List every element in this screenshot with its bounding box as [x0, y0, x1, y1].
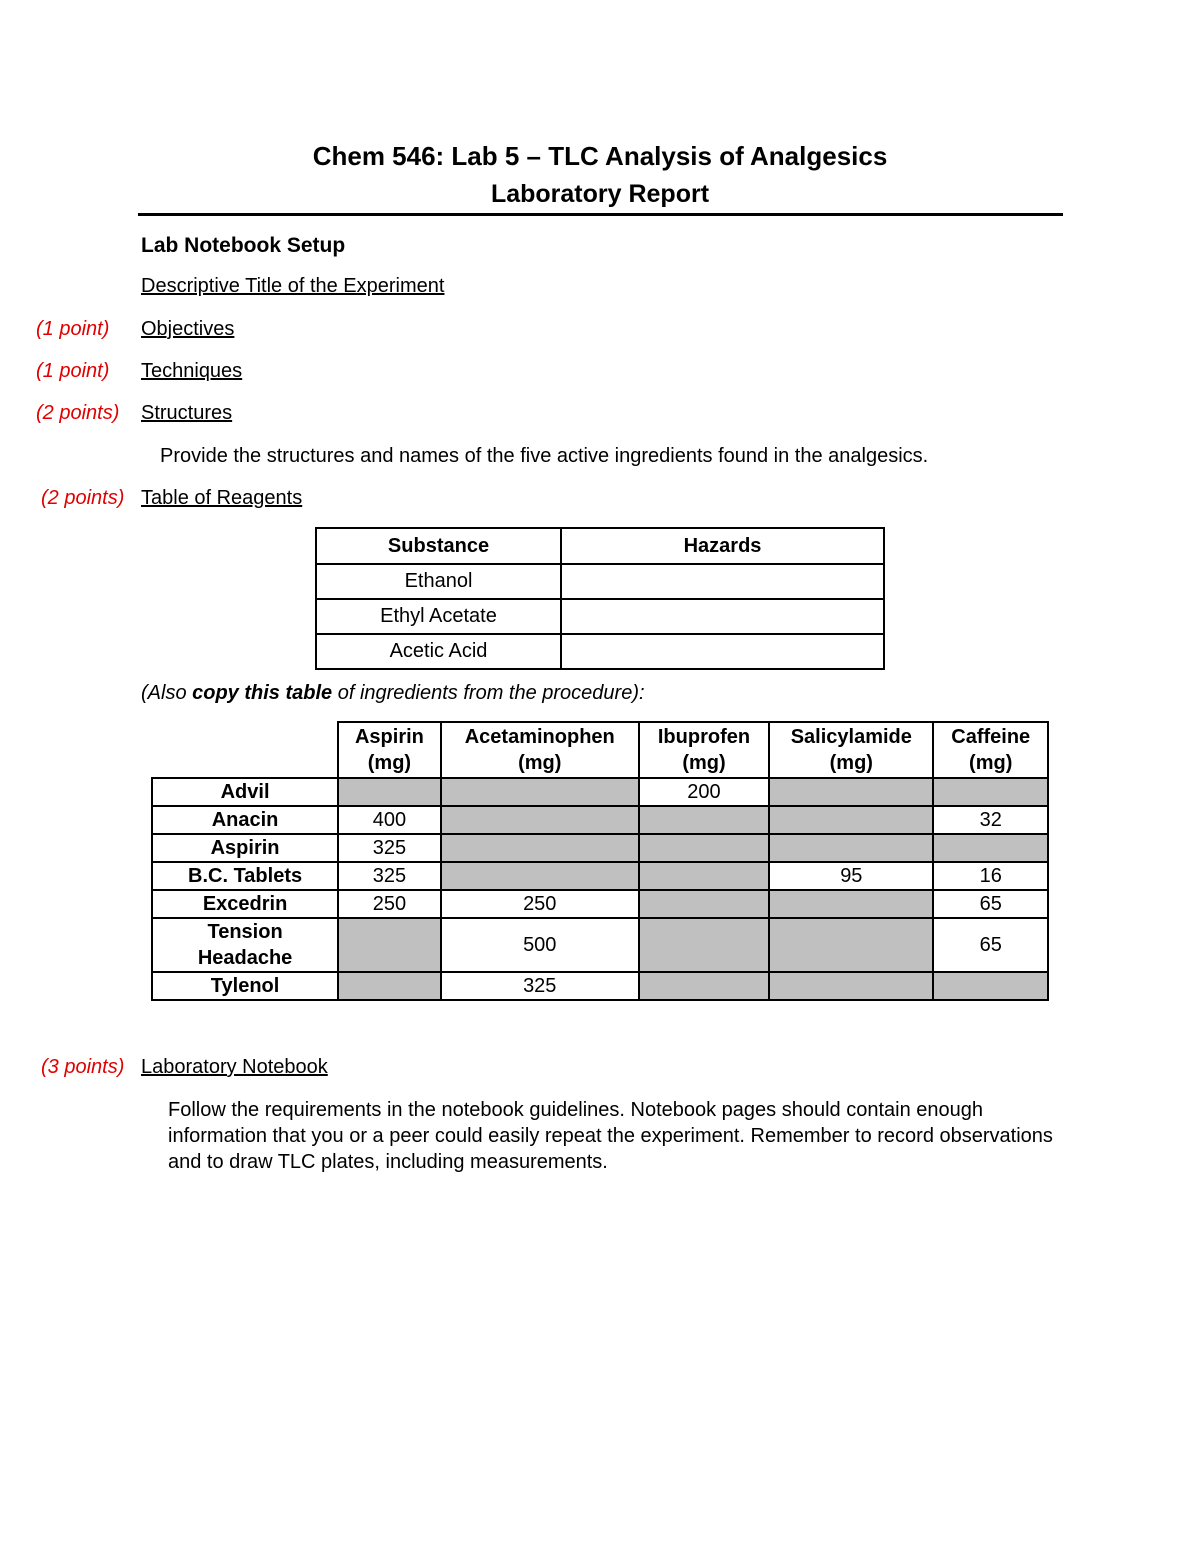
header-hazards: Hazards	[561, 528, 884, 564]
amount-cell: 200	[639, 778, 769, 806]
empty-cell	[769, 834, 933, 862]
document-subtitle: Laboratory Report	[490, 180, 710, 208]
product-name-text: Headache	[197, 947, 293, 969]
amount-cell: 325	[441, 972, 639, 1000]
empty-cell	[338, 972, 441, 1000]
header-text: Caffeine	[951, 726, 1031, 748]
item-title-label: Descriptive Title of the Experiment	[141, 275, 445, 297]
amount-cell: 65	[933, 918, 1048, 972]
product-name-text: Tension	[207, 921, 283, 943]
table-row	[152, 834, 1048, 862]
section-heading: Lab Notebook Setup	[141, 234, 346, 257]
table-row	[316, 564, 884, 599]
empty-cell	[639, 834, 769, 862]
amount-cell: 325	[338, 862, 441, 890]
empty-cell	[933, 778, 1048, 806]
empty-cell	[769, 806, 933, 834]
empty-cell	[639, 862, 769, 890]
empty-cell	[441, 834, 639, 862]
empty-cell	[933, 834, 1048, 862]
product-name-text: Anacin	[211, 809, 279, 831]
product-name-text: Excedrin	[202, 893, 288, 915]
reagents-points: (2 points)	[41, 487, 125, 509]
reagents-table	[315, 527, 885, 670]
empty-cell	[338, 778, 441, 806]
product-name	[152, 862, 338, 890]
header-text: Salicylamide	[790, 726, 912, 748]
header-ibuprofen	[639, 722, 769, 778]
header-text: (mg)	[969, 752, 1013, 774]
table-row	[152, 862, 1048, 890]
empty-cell	[769, 778, 933, 806]
header-blank	[152, 722, 338, 778]
product-name	[152, 834, 338, 862]
structures-label: Structures	[141, 402, 233, 424]
note-pre: (Also	[141, 682, 193, 704]
empty-cell	[769, 890, 933, 918]
objectives-points: (1 point)	[36, 318, 110, 340]
empty-cell	[639, 918, 769, 972]
copy-table-note	[141, 682, 645, 705]
structures-instructions: Provide the structures and names of the five active ingredients found in the analgesics.	[160, 445, 929, 467]
notebook-label: Laboratory Notebook	[141, 1056, 328, 1078]
header-text: Acetaminophen	[464, 726, 615, 748]
empty-cell	[441, 778, 639, 806]
header-text: Ibuprofen	[657, 726, 751, 748]
product-name-text: Aspirin	[210, 837, 280, 859]
amount-cell: 400	[338, 806, 441, 834]
header-salicylamide	[769, 722, 933, 778]
empty-cell	[639, 890, 769, 918]
empty-cell	[769, 972, 933, 1000]
empty-cell	[769, 918, 933, 972]
product-name	[152, 918, 338, 972]
header-text: (mg)	[367, 752, 412, 774]
empty-cell	[338, 918, 441, 972]
header-text: Aspirin	[354, 726, 424, 748]
document-title: Chem 546: Lab 5 – TLC Analysis of Analgesics	[312, 141, 888, 171]
amount-cell: 65	[933, 890, 1048, 918]
amount-cell: 250	[338, 890, 441, 918]
reagents-label: Table of Reagents	[141, 487, 303, 509]
substance-cell: Ethanol	[316, 564, 561, 599]
empty-cell	[933, 972, 1048, 1000]
product-name-text: Tylenol	[210, 975, 280, 997]
table-row	[152, 778, 1048, 806]
product-name-text: Advil	[220, 781, 270, 803]
amount-cell: 95	[769, 862, 933, 890]
substance-cell: Ethyl Acetate	[316, 599, 561, 634]
table-row	[152, 890, 1048, 918]
empty-cell	[441, 806, 639, 834]
header-acetaminophen	[441, 722, 639, 778]
techniques-label: Techniques	[141, 360, 243, 382]
techniques-points: (1 point)	[36, 360, 110, 382]
hazards-cell[interactable]	[561, 564, 884, 599]
hazards-cell[interactable]	[561, 599, 884, 634]
product-name	[152, 806, 338, 834]
notebook-instructions: Follow the requirements in the notebook guidelines. Notebook pages should contain enough information that you or a peer could easily repeat the experiment. Remember to record observations and to draw TLC plates, including measurements.	[168, 1099, 1053, 1173]
amount-cell: 325	[338, 834, 441, 862]
hazards-cell[interactable]	[561, 634, 884, 669]
amount-cell: 250	[441, 890, 639, 918]
title-divider	[138, 213, 1063, 216]
product-name	[152, 778, 338, 806]
table-header-row	[316, 528, 884, 564]
product-name	[152, 972, 338, 1000]
ingredients-table	[151, 721, 1049, 1001]
header-aspirin	[338, 722, 441, 778]
table-row	[152, 806, 1048, 834]
product-name	[152, 890, 338, 918]
amount-cell: 500	[441, 918, 639, 972]
header-caffeine	[933, 722, 1048, 778]
header-text: (mg)	[829, 752, 873, 774]
note-bold: copy this table	[192, 682, 333, 704]
structures-points: (2 points)	[36, 402, 120, 424]
table-row	[152, 918, 1048, 972]
empty-cell	[639, 972, 769, 1000]
table-row	[152, 972, 1048, 1000]
notebook-points: (3 points)	[41, 1056, 125, 1078]
table-header-row	[152, 722, 1048, 778]
header-substance: Substance	[316, 528, 561, 564]
header-text: (mg)	[682, 752, 726, 774]
substance-cell: Acetic Acid	[316, 634, 561, 669]
amount-cell: 32	[933, 806, 1048, 834]
note-post: of ingredients from the procedure):	[332, 682, 645, 704]
header-text: (mg)	[518, 752, 562, 774]
product-name-text: B.C. Tablets	[188, 865, 303, 887]
objectives-label: Objectives	[141, 318, 235, 340]
empty-cell	[639, 806, 769, 834]
table-row	[316, 599, 884, 634]
empty-cell	[441, 862, 639, 890]
amount-cell: 16	[933, 862, 1048, 890]
table-row	[316, 634, 884, 669]
